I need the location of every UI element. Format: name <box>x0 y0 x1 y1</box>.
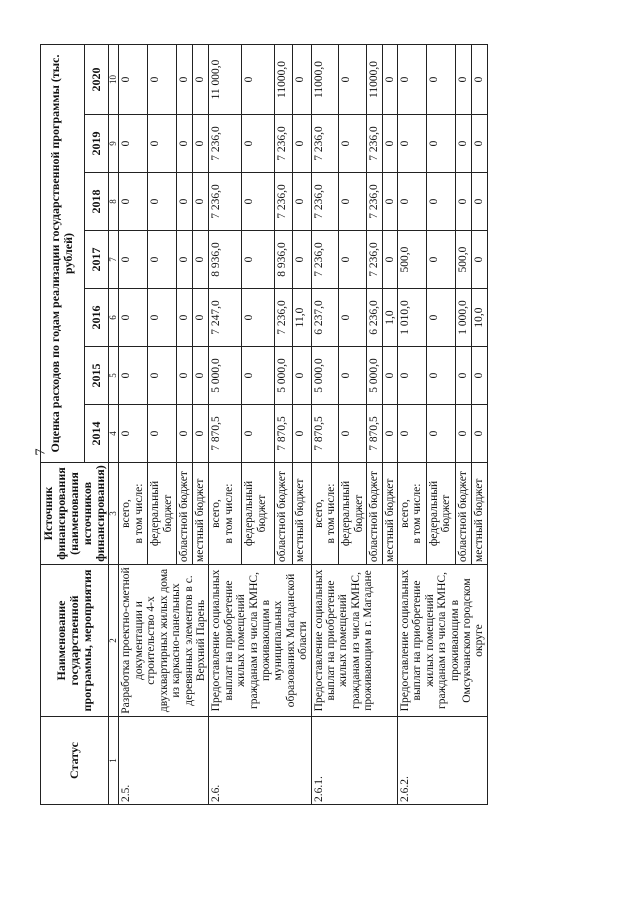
source-sublabel: в том числе: <box>222 483 235 544</box>
value-cell: 0 <box>455 173 471 231</box>
value-cell: 1 010,0 <box>398 289 427 347</box>
value-cell: 0 <box>339 289 367 347</box>
column-number: 10 <box>108 44 119 114</box>
source-cell: местный бюджет <box>382 463 397 565</box>
status-cell: 2.6.1. <box>311 717 397 805</box>
value-cell: 6 237,0 <box>311 289 339 347</box>
value-cell: 0 <box>242 115 275 173</box>
column-number: 8 <box>108 173 119 231</box>
year-header: 2020 <box>84 44 108 114</box>
value-cell: 1 000,0 <box>455 289 471 347</box>
value-cell: 0 <box>119 173 148 231</box>
value-cell: 0 <box>242 347 275 405</box>
column-number-row <box>108 44 119 804</box>
header-name: Наименование государственной программы, мероприятия <box>41 565 109 717</box>
value-cell: 0 <box>293 405 311 463</box>
source-sublabel: в том числе: <box>411 483 424 544</box>
value-cell: 0 <box>119 44 148 114</box>
value-cell: 0 <box>471 115 487 173</box>
year-header: 2015 <box>84 347 108 405</box>
source-cell: областной бюджет <box>367 463 382 565</box>
value-cell: 0 <box>242 405 275 463</box>
budget-table-sheet <box>40 45 540 805</box>
year-header: 2019 <box>84 115 108 173</box>
value-cell: 0 <box>148 347 177 405</box>
value-cell: 0 <box>193 44 209 114</box>
value-cell: 0 <box>426 405 455 463</box>
value-cell: 7 236,0 <box>367 231 382 289</box>
value-cell: 0 <box>382 173 397 231</box>
value-cell: 0 <box>426 44 455 114</box>
value-cell: 8 936,0 <box>275 231 293 289</box>
value-cell: 7 236,0 <box>367 173 382 231</box>
value-cell: 0 <box>426 115 455 173</box>
value-cell: 0 <box>119 347 148 405</box>
value-cell: 0 <box>293 231 311 289</box>
value-cell: 8 936,0 <box>209 231 242 289</box>
value-cell: 0 <box>242 44 275 114</box>
value-cell: 0 <box>148 44 177 114</box>
status-cell: 2.6. <box>209 717 311 805</box>
year-header: 2017 <box>84 231 108 289</box>
value-cell: 0 <box>398 115 427 173</box>
value-cell: 0 <box>455 115 471 173</box>
value-cell: 7 236,0 <box>275 289 293 347</box>
source-cell <box>209 463 242 565</box>
value-cell: 0 <box>177 44 193 114</box>
source-cell: федеральный бюджет <box>148 463 177 565</box>
column-number: 6 <box>108 289 119 347</box>
value-cell: 0 <box>382 231 397 289</box>
value-cell: 7 247,0 <box>209 289 242 347</box>
value-cell: 0 <box>177 289 193 347</box>
value-cell: 0 <box>398 44 427 114</box>
activity-name-cell: Разработка проектно-сметной документации и строительство 4-х двухквартирных жилых дома из каркасно-панельных деревянных элементов в с. Верхний Парень <box>119 565 209 717</box>
value-cell: 0 <box>148 115 177 173</box>
value-cell: 1,0 <box>382 289 397 347</box>
value-cell: 0 <box>293 115 311 173</box>
value-cell: 7 236,0 <box>209 173 242 231</box>
value-cell: 0 <box>426 347 455 405</box>
value-cell: 0 <box>119 289 148 347</box>
header-status: Статус <box>41 717 109 805</box>
value-cell: 0 <box>426 231 455 289</box>
status-cell: 2.5. <box>119 717 209 805</box>
value-cell: 0 <box>471 405 487 463</box>
table-row <box>311 44 339 804</box>
value-cell: 0 <box>471 44 487 114</box>
year-header: 2018 <box>84 173 108 231</box>
value-cell: 11 000,0 <box>209 44 242 114</box>
value-cell: 0 <box>339 173 367 231</box>
value-cell: 0 <box>398 173 427 231</box>
column-number: 1 <box>108 717 119 805</box>
value-cell: 0 <box>193 347 209 405</box>
value-cell: 0 <box>119 405 148 463</box>
value-cell: 0 <box>426 173 455 231</box>
year-header: 2014 <box>84 405 108 463</box>
budget-table <box>40 44 488 805</box>
value-cell: 0 <box>293 44 311 114</box>
value-cell: 0 <box>193 289 209 347</box>
value-cell: 0 <box>382 347 397 405</box>
value-cell: 0 <box>177 347 193 405</box>
source-cell: местный бюджет <box>193 463 209 565</box>
value-cell: 10,0 <box>471 289 487 347</box>
activity-name-cell: Предоставление социальных выплат на приобретение жилых помещений гражданам из числа КМНС, проживающим в г. Магадане <box>311 565 397 717</box>
value-cell: 0 <box>148 173 177 231</box>
value-cell: 0 <box>193 405 209 463</box>
source-cell: федеральный бюджет <box>242 463 275 565</box>
value-cell: 0 <box>177 173 193 231</box>
value-cell: 11000,0 <box>275 44 293 114</box>
column-number: 5 <box>108 347 119 405</box>
value-cell: 500,0 <box>455 231 471 289</box>
source-cell <box>119 463 148 565</box>
value-cell: 500,0 <box>398 231 427 289</box>
value-cell: 7 870,5 <box>209 405 242 463</box>
value-cell: 5 000,0 <box>275 347 293 405</box>
column-number: 3 <box>108 463 119 565</box>
value-cell: 0 <box>382 115 397 173</box>
value-cell: 0 <box>177 405 193 463</box>
value-cell: 5 000,0 <box>311 347 339 405</box>
source-sublabel: в том числе: <box>132 483 145 544</box>
value-cell: 7 870,5 <box>311 405 339 463</box>
activity-name-cell: Предоставление социальных выплат на приобретение жилых помещений гражданам из числа КМНС, проживающим в Омсукчанском городском округе <box>398 565 488 717</box>
value-cell: 0 <box>339 347 367 405</box>
column-number: 4 <box>108 405 119 463</box>
value-cell: 5 000,0 <box>209 347 242 405</box>
value-cell: 0 <box>426 289 455 347</box>
table-row <box>398 44 427 804</box>
value-cell: 0 <box>455 405 471 463</box>
source-label: всего, <box>399 499 412 528</box>
value-cell: 11,0 <box>293 289 311 347</box>
source-cell <box>311 463 339 565</box>
source-cell: местный бюджет <box>471 463 487 565</box>
value-cell: 0 <box>471 173 487 231</box>
source-cell: областной бюджет <box>455 463 471 565</box>
year-header: 2016 <box>84 289 108 347</box>
value-cell: 0 <box>339 405 367 463</box>
header-source: Источник финансирования (наименования источников финансирования) <box>41 463 109 565</box>
value-cell: 0 <box>148 289 177 347</box>
value-cell: 5 000,0 <box>367 347 382 405</box>
value-cell: 7 236,0 <box>275 115 293 173</box>
value-cell: 0 <box>455 347 471 405</box>
column-number: 9 <box>108 115 119 173</box>
value-cell: 0 <box>293 347 311 405</box>
value-cell: 7 236,0 <box>311 173 339 231</box>
source-cell: областной бюджет <box>275 463 293 565</box>
source-cell: областной бюджет <box>177 463 193 565</box>
source-label: всего, <box>120 499 133 528</box>
value-cell: 0 <box>471 231 487 289</box>
source-cell <box>398 463 427 565</box>
value-cell: 0 <box>471 347 487 405</box>
value-cell: 11000,0 <box>311 44 339 114</box>
column-number: 2 <box>108 565 119 717</box>
table-body <box>119 44 487 804</box>
value-cell: 0 <box>193 173 209 231</box>
value-cell: 11000,0 <box>367 44 382 114</box>
activity-name-cell: Предоставление социальных выплат на приобретение жилых помещений гражданам из числа КМНС, проживающим в муниципальных образованиях Магаданской области <box>209 565 311 717</box>
source-label: всего, <box>210 499 223 528</box>
value-cell: 0 <box>193 231 209 289</box>
value-cell: 7 236,0 <box>311 115 339 173</box>
value-cell: 0 <box>119 115 148 173</box>
header-estimate: Оценка расходов по годам реализации государственной программы (тыс. рублей) <box>41 44 85 462</box>
source-cell: федеральный бюджет <box>426 463 455 565</box>
value-cell: 0 <box>398 347 427 405</box>
value-cell: 0 <box>119 231 148 289</box>
value-cell: 0 <box>242 289 275 347</box>
value-cell: 0 <box>242 173 275 231</box>
value-cell: 0 <box>455 44 471 114</box>
value-cell: 0 <box>177 231 193 289</box>
value-cell: 7 870,5 <box>275 405 293 463</box>
value-cell: 0 <box>382 44 397 114</box>
value-cell: 7 236,0 <box>209 115 242 173</box>
table-row <box>119 44 148 804</box>
source-cell: федеральный бюджет <box>339 463 367 565</box>
value-cell: 7 236,0 <box>311 231 339 289</box>
value-cell: 0 <box>293 173 311 231</box>
value-cell: 7 870,5 <box>367 405 382 463</box>
value-cell: 0 <box>148 231 177 289</box>
page-number: 7 <box>33 448 49 456</box>
value-cell: 6 236,0 <box>367 289 382 347</box>
value-cell: 0 <box>177 115 193 173</box>
value-cell: 0 <box>339 115 367 173</box>
value-cell: 0 <box>148 405 177 463</box>
value-cell: 0 <box>242 231 275 289</box>
value-cell: 0 <box>339 44 367 114</box>
status-cell: 2.6.2. <box>398 717 488 805</box>
column-number: 7 <box>108 231 119 289</box>
value-cell: 0 <box>193 115 209 173</box>
source-cell: местный бюджет <box>293 463 311 565</box>
value-cell: 0 <box>339 231 367 289</box>
source-label: всего, <box>312 499 325 528</box>
value-cell: 7 236,0 <box>367 115 382 173</box>
table-row <box>209 44 242 804</box>
value-cell: 7 236,0 <box>275 173 293 231</box>
value-cell: 0 <box>398 405 427 463</box>
value-cell: 0 <box>382 405 397 463</box>
source-sublabel: в том числе: <box>324 483 337 544</box>
